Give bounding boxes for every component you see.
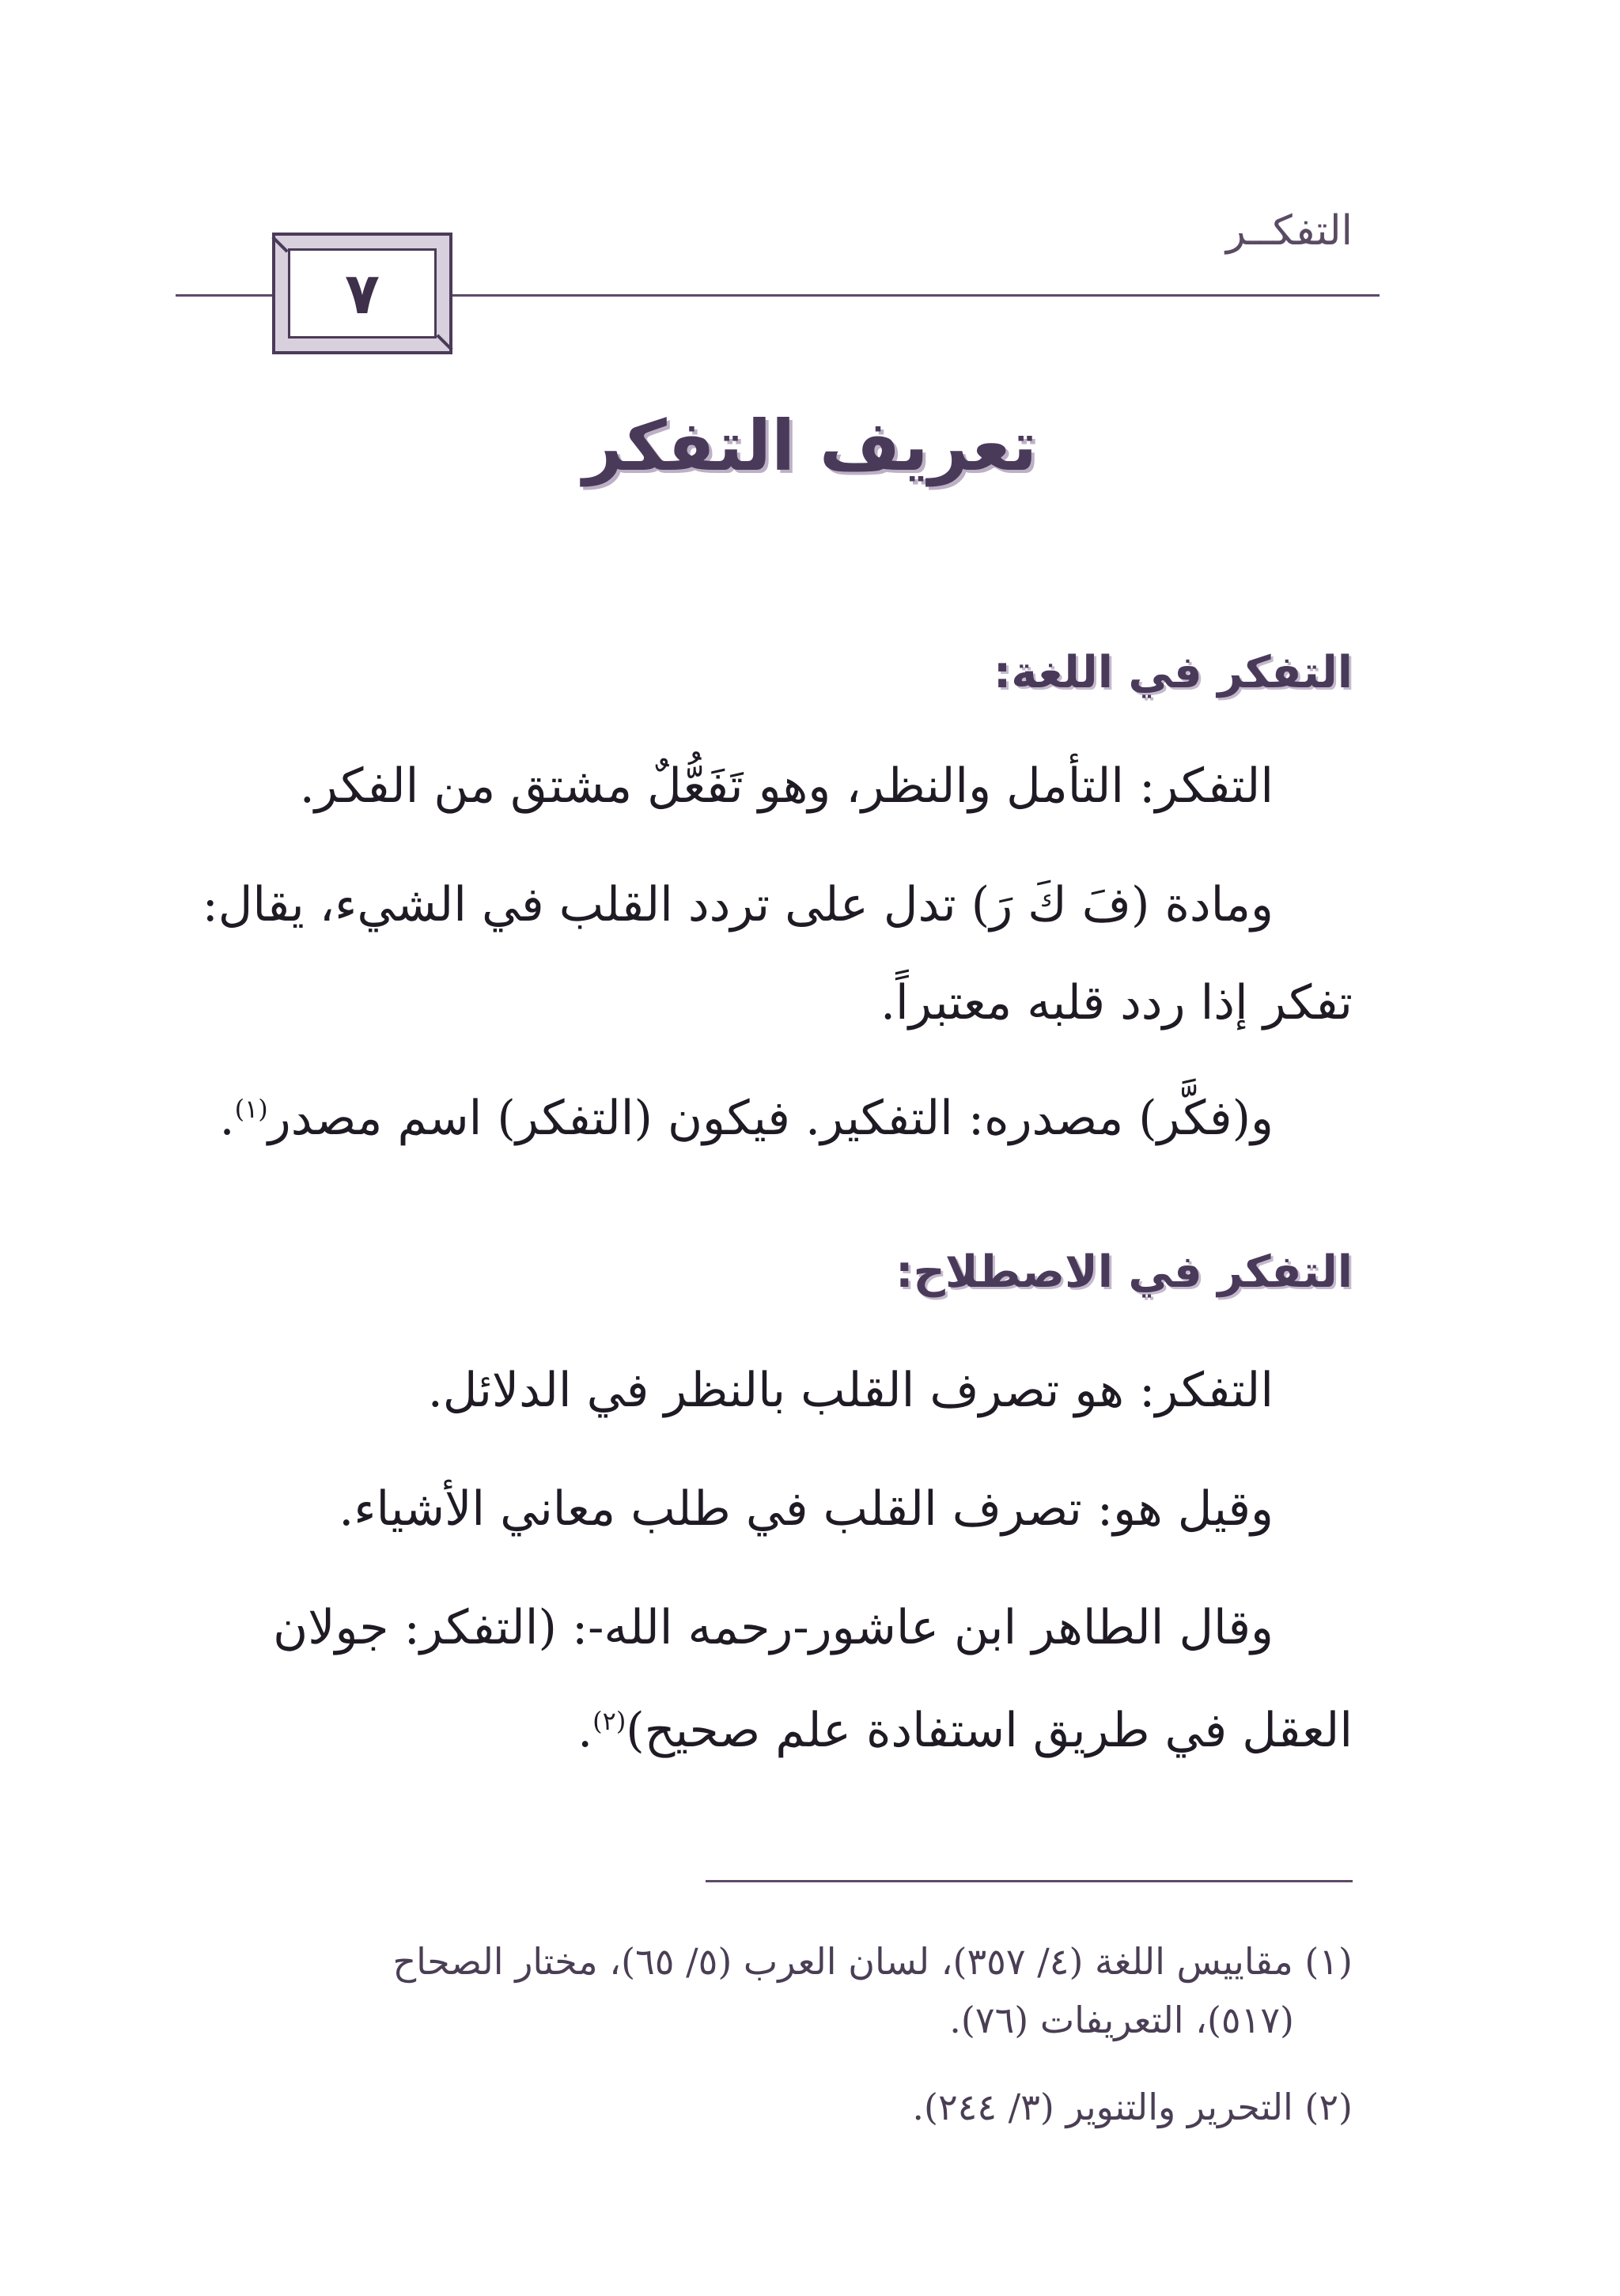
paragraph-line: التفكر: التأمل والنظر، وهو تَفَعُّلٌ مشتق من الفكر. <box>299 758 1274 814</box>
page-number-frame <box>288 248 437 339</box>
paragraph-line: ومادة (فَ كَ رَ) تدل على تردد القلب في الشيء، يقال: <box>202 877 1274 932</box>
footnote-rule <box>706 1880 1353 1882</box>
section-heading-language: التفكر في اللغة: <box>993 647 1353 698</box>
paragraph-text: العقل في طريق استفادة علم صحيح) <box>626 1703 1353 1758</box>
sentence-end: . <box>219 1091 235 1146</box>
footnote-1-line-2: (٥١٧)، التعريفات (٧٦). <box>949 1999 1294 2041</box>
paragraph-line: التفكر: هو تصرف القلب بالنظر في الدلائل. <box>427 1363 1274 1418</box>
footnote-1-line-1: (١) مقاييس اللغة (٤/ ٣٥٧)، لسان العرب (٥/ ٦٥)، مختار الصحاح <box>392 1940 1353 1983</box>
section-heading-term: التفكر في الاصطلاح: <box>895 1246 1353 1298</box>
page-number-box <box>272 233 452 354</box>
paragraph-line <box>577 1702 1353 1759</box>
paragraph-text: و(فكَّر) مصدره: التفكير. فيكون (التفكر) اسم مصدر <box>267 1091 1274 1146</box>
paragraph-line: وقال الطاهر ابن عاشور-رحمه الله-: (التفكر: جولان <box>273 1600 1274 1655</box>
paragraph-line <box>220 1090 1274 1147</box>
page-number: ٧ <box>345 260 380 327</box>
footnote-ref: (٢) <box>592 1706 626 1736</box>
chapter-title: تعريف التفكر <box>582 405 1038 486</box>
paragraph-line: وقيل هو: تصرف القلب في طلب معاني الأشياء. <box>339 1481 1274 1537</box>
footnote-ref: (١) <box>234 1094 268 1124</box>
sentence-end: . <box>577 1703 593 1758</box>
footnote-2: (٢) التحرير والتنوير (٣/ ٢٤٤). <box>912 2086 1353 2128</box>
running-title: التفكــر <box>1225 207 1353 255</box>
paragraph-line: تفكر إذا ردد قلبه معتبراً. <box>880 975 1353 1031</box>
